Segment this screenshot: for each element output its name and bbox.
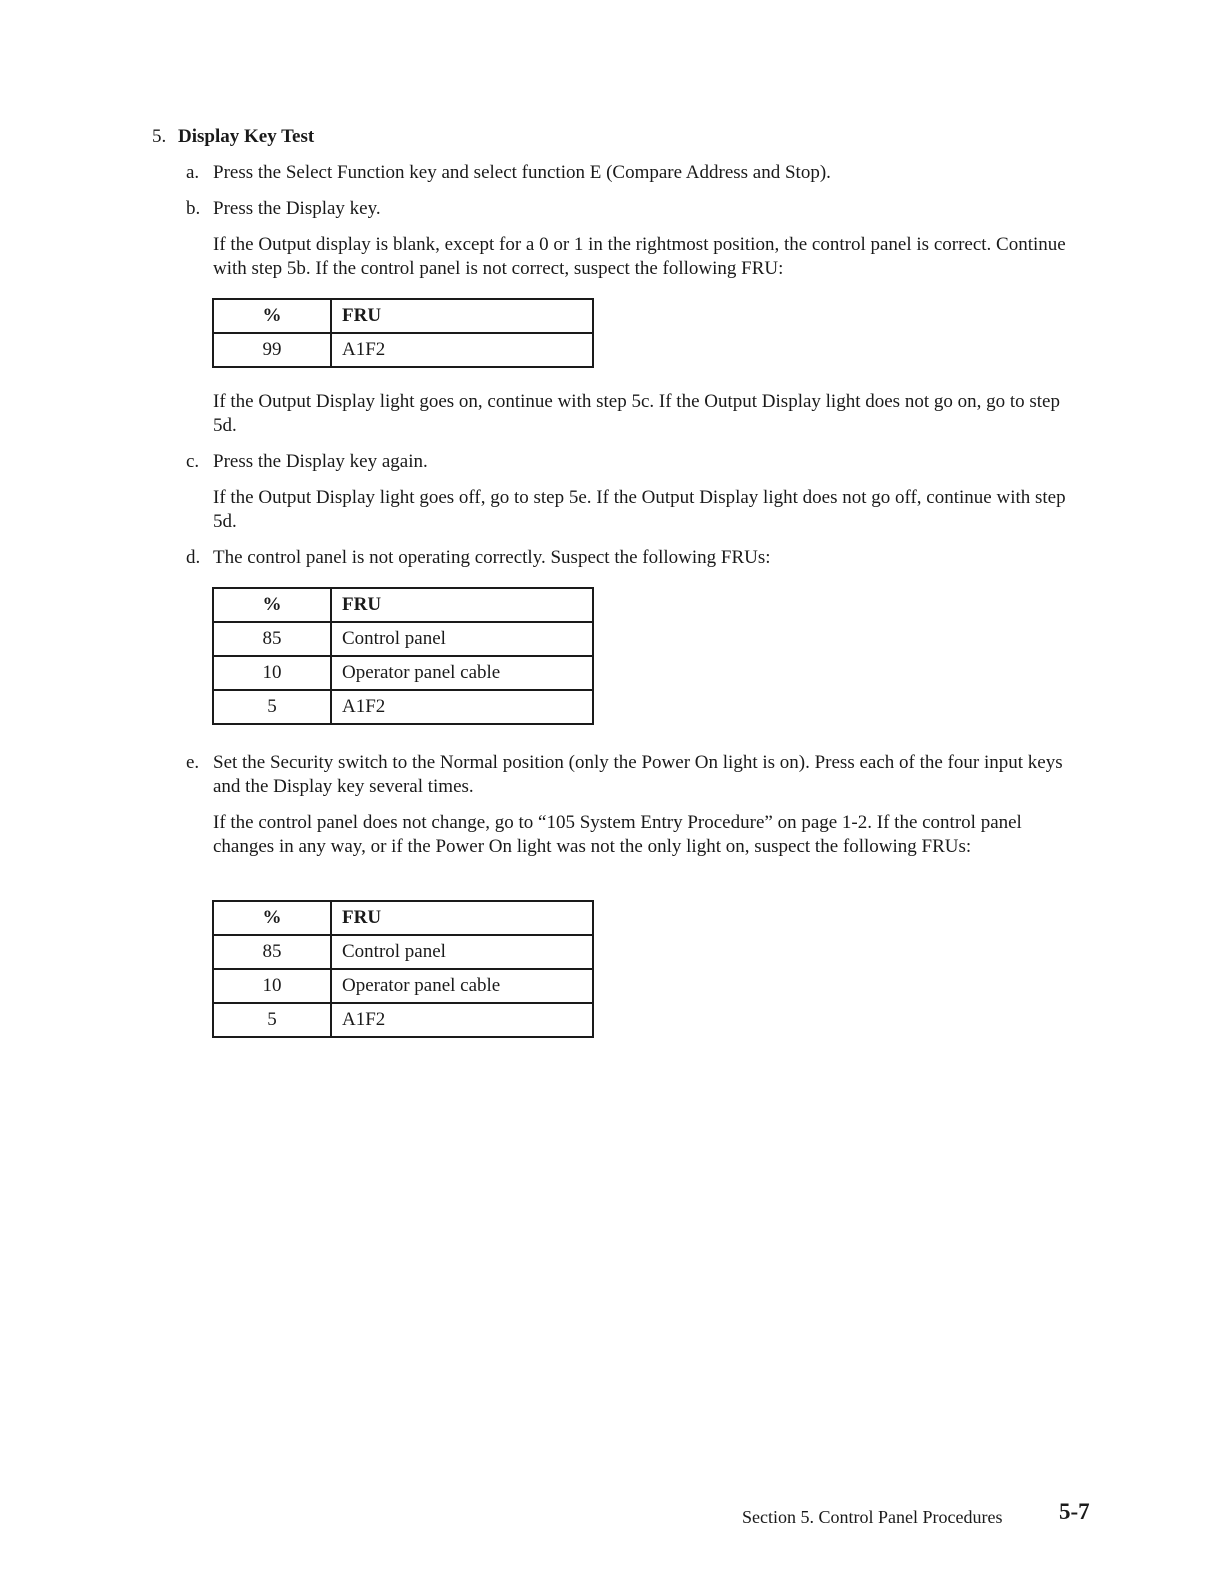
list-item-d: [186, 546, 1076, 570]
item-text: The control panel is not operating correctly. Suspect the following FRUs:: [213, 547, 771, 568]
item-letter: e.: [186, 752, 200, 773]
cell-fru: A1F2: [331, 690, 593, 724]
header-percent: %: [213, 299, 331, 333]
list-item-a: [186, 161, 1076, 185]
cell-percent: 85: [213, 622, 331, 656]
cell-percent: 99: [213, 333, 331, 367]
header-fru: FRU: [331, 588, 593, 622]
header-percent: %: [213, 588, 331, 622]
paragraph-e1: If the control panel does not change, go to “105 System Entry Procedure” on page 1-2. If the control panel changes in any way, or if the Power On light was not the only light on, suspect the following FRUs:: [213, 812, 1022, 857]
table-row: [213, 1003, 593, 1037]
table-header-row: [213, 901, 593, 935]
footer-section-title: Section 5. Control Panel Procedures: [742, 1507, 1003, 1527]
cell-percent: 5: [213, 690, 331, 724]
header-percent: %: [213, 901, 331, 935]
list-item-c: [186, 450, 1076, 474]
cell-fru: Operator panel cable: [331, 969, 593, 1003]
step-title: Display Key Test: [178, 126, 315, 147]
table-row: [213, 690, 593, 724]
item-text: Press the Display key again.: [213, 451, 428, 472]
cell-fru: Operator panel cable: [331, 656, 593, 690]
item-letter: b.: [186, 198, 201, 219]
table-row: [213, 622, 593, 656]
item-letter: a.: [186, 162, 200, 183]
list-item-e: [186, 751, 1076, 799]
table-header-row: [213, 588, 593, 622]
fru-table-2: [212, 587, 594, 725]
header-fru: FRU: [331, 901, 593, 935]
cell-fru: A1F2: [331, 333, 593, 367]
table-row: [213, 935, 593, 969]
table-row: [213, 656, 593, 690]
table-row: [213, 969, 593, 1003]
paragraph-b2: If the Output Display light goes on, continue with step 5c. If the Output Display light does not go on, go to step 5d.: [213, 391, 1060, 436]
item-letter: c.: [186, 451, 200, 472]
cell-percent: 10: [213, 969, 331, 1003]
fru-table-3: [212, 900, 594, 1038]
cell-percent: 85: [213, 935, 331, 969]
paragraph-c1: If the Output Display light goes off, go to step 5e. If the Output Display light does not go off, continue with step 5d.: [213, 487, 1066, 532]
step-heading: [152, 125, 314, 149]
item-text: Set the Security switch to the Normal position (only the Power On light is on). Press each of the four input keys and the Display key several times.: [213, 752, 1063, 797]
item-letter: d.: [186, 547, 201, 568]
table-header-row: [213, 299, 593, 333]
cell-fru: Control panel: [331, 622, 593, 656]
cell-fru: A1F2: [331, 1003, 593, 1037]
table-row: [213, 333, 593, 367]
cell-fru: Control panel: [331, 935, 593, 969]
header-fru: FRU: [331, 299, 593, 333]
list-item-b: [186, 197, 1076, 221]
step-number: 5.: [152, 126, 167, 147]
footer-page-number: 5-7: [1059, 1499, 1090, 1524]
item-text: Press the Display key.: [213, 198, 381, 219]
fru-table-1: [212, 298, 594, 368]
cell-percent: 5: [213, 1003, 331, 1037]
cell-percent: 10: [213, 656, 331, 690]
item-text: Press the Select Function key and select function E (Compare Address and Stop).: [213, 162, 831, 183]
paragraph-b1: If the Output display is blank, except for a 0 or 1 in the rightmost position, the control panel is correct. Continue with step 5b. If the control panel is not correct, suspect the following FRU:: [213, 234, 1066, 279]
